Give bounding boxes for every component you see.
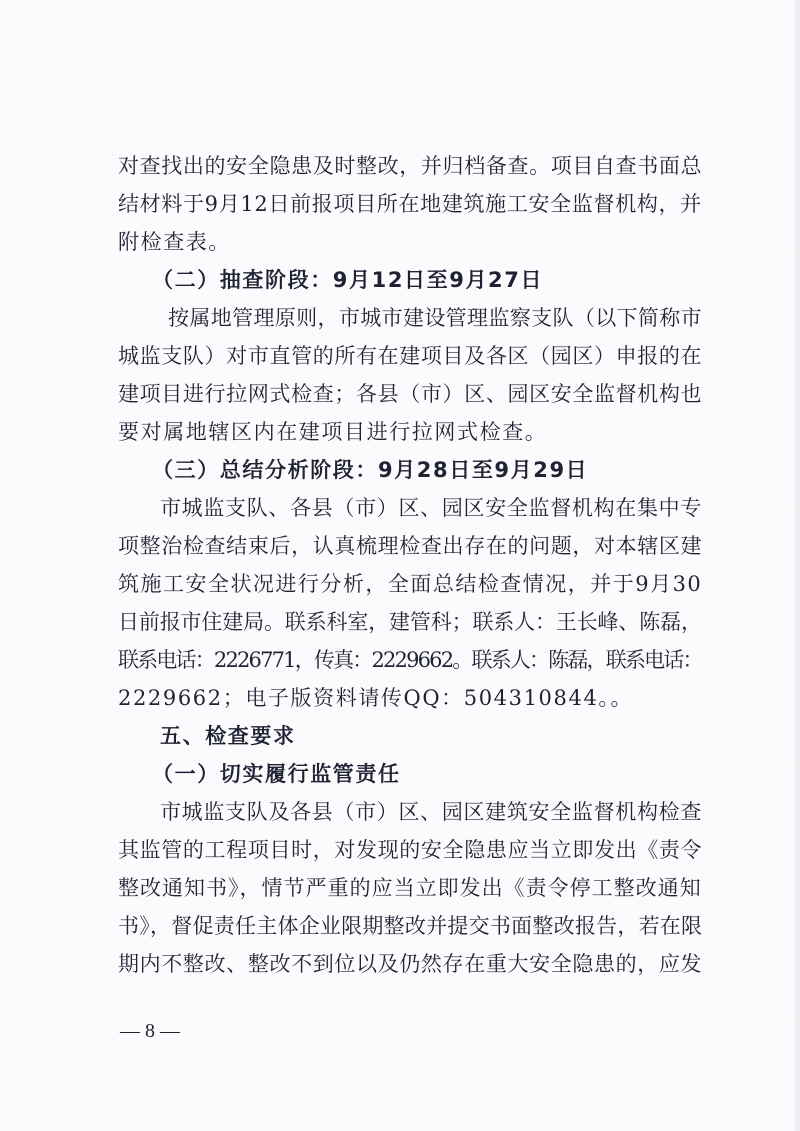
body-text-line: 城监支队）对市直管的所有在建项目及各区（园区）申报的在 [118, 344, 703, 368]
body-text-line: 要对属地辖区内在建项目进行拉网式检查。 [118, 420, 548, 444]
body-text-line: 其监管的工程项目时，对发现的安全隐患应当立即发出《责令 [118, 838, 703, 862]
body-text-line: 期内不整改、整改不到位以及仍然存在重大安全隐患的，应发 [118, 952, 703, 976]
body-text-line: 筑施工安全状况进行分析，全面总结检查情况，并于9月30 [118, 572, 703, 596]
body-text-line: 附检查表。 [118, 230, 231, 254]
page-number: — 8 — [120, 1020, 180, 1042]
body-text-line: 联系电话：2226771，传真：2229662。联系人：陈磊，联系电话： [118, 648, 702, 672]
body-text-line: 结材料于9月12日前报项目所在地建筑施工安全监督机构，并 [118, 192, 702, 216]
body-text-line: 建项目进行拉网式检查；各县（市）区、园区安全监督机构也 [118, 382, 703, 406]
body-text-line: 2229662；电子版资料请传QQ：504310844。。 [118, 686, 634, 710]
section-heading: （二）抽查阶段：9月12日至9月27日 [152, 268, 544, 292]
section-heading: （一）切实履行监管责任 [152, 762, 401, 786]
scan-edge [794, 0, 800, 1131]
body-text-line: 按属地管理原则，市城市建设管理监察支队（以下简称市 [168, 306, 702, 330]
body-text-line: 整改通知书》，情节严重的应当立即发出《责令停工整改通知 [118, 876, 702, 900]
body-text-line: 对查找出的安全隐患及时整改，并归档备查。项目自查书面总 [118, 154, 703, 178]
section-heading: 五、检查要求 [160, 724, 296, 748]
body-text-line: 书》，督促责任主体企业限期整改并提交书面整改报告，若在限 [118, 914, 703, 938]
body-text-line: 项整治检查结束后，认真梳理检查出存在的问题，对本辖区建 [118, 534, 703, 558]
body-text-line: 市城监支队及各县（市）区、园区建筑安全监督机构检查 [160, 800, 702, 824]
body-text-line: 日前报市住建局。联系科室，建管科；联系人：王长峰、陈磊， [118, 610, 702, 634]
section-heading: （三）总结分析阶段：9月28日至9月29日 [152, 458, 589, 482]
body-text-line: 市城监支队、各县（市）区、园区安全监督机构在集中专 [160, 496, 702, 520]
